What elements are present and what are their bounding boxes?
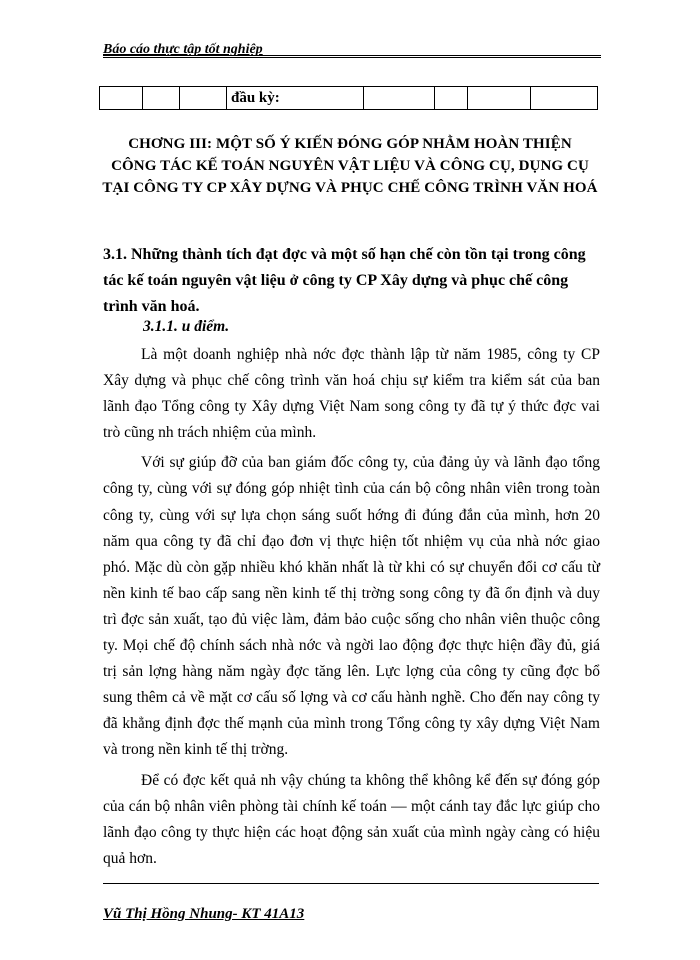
header-rule: [103, 55, 601, 58]
header-title: Báo cáo thực tập tốt nghiệp: [103, 42, 263, 57]
table-cell: [531, 87, 598, 110]
paragraph: Với sự giúp đỡ của ban giám đốc công ty, của đảng ủy và lãnh đạo tổng công ty, cùng với sự đóng góp nhiệt tình của cán bộ công nhân viên trong toàn công ty, cùng với sự lựa chọn sáng suốt hớng đi đúng đắn của mình, hơn 20 năm qua công ty đã chỉ đạo đơn vị thực hiện tốt nhiệm vụ của nhà nớc giao phó. Mặc dù còn gặp nhiều khó khăn nhất là từ khi có sự chuyển đổi cơ cấu từ nền kinh tế bao cấp sang nền kinh tế thị trờng song công ty đã ổn định và duy trì đợc sản xuất, tạo đủ việc làm, đảm bảo cuộc sống cho nhân viên thuộc công ty. Mọi chế độ chính sách nhà nớc và ngời lao động đợc thực hiện đầy đủ, giá trị sản lợng hàng năm ngày đợc tăng lên. Lực lợng của công ty cũng đợc bổ sung thêm cả về mặt cơ cấu số lợng và cơ cấu hành nghề. Cho đến nay công ty đã khẳng định đợc thế mạnh của mình trong Tổng công ty xây dựng Việt Nam và trong nền kinh tế thị trờng.: [103, 454, 600, 759]
table-cell-label: đầu kỳ:: [227, 87, 364, 110]
table-cell: [100, 87, 143, 110]
table-cell: [435, 87, 468, 110]
chapter-title-line: TẠI CÔNG TY CP XÂY DỰNG VÀ PHỤC CHẾ CÔNG TRÌNH VĂN HOÁ: [102, 180, 598, 196]
data-table: [99, 86, 598, 110]
chapter-title: [100, 133, 600, 199]
footer-author: Vũ Thị Hồng Nhung- KT 41A13: [103, 906, 305, 922]
chapter-title-line: CÔNG TÁC KẾ TOÁN NGUYÊN VẬT LIỆU VÀ CÔNG CỤ, DỤNG CỤ: [111, 158, 589, 174]
table-cell: [468, 87, 531, 110]
subsection-heading: 3.1.1. u điểm.: [143, 318, 230, 335]
table-row: [100, 87, 598, 110]
paragraph: Là một doanh nghiệp nhà nớc đợc thành lập từ năm 1985, công ty CP Xây dựng và phục chế công trình văn hoá chịu sự kiểm tra kiểm sát của ban lãnh đạo Tổng công ty Xây dựng Việt Nam song công ty đã tự ý thức đợc vai trò cũng nh trách nhiệm của mình.: [103, 346, 600, 442]
section-heading: 3.1. Những thành tích đạt đợc và một số hạn chế còn tồn tại trong công tác kế toán nguyên vật liệu ở công ty CP Xây dựng và phục chế công trình văn hoá.: [103, 246, 586, 315]
chapter-title-line: CHƠNG III: MỘT SỐ Ý KIẾN ĐÓNG GÓP NHẰM HOÀN THIỆN: [128, 136, 572, 152]
paragraph: Để có đợc kết quả nh vậy chúng ta không thể không kể đến sự đóng góp của cán bộ nhân viên phòng tài chính kế toán — một cánh tay đắc lực giúp cho lãnh đạo công ty thực hiện các hoạt động sản xuất của mình ngày càng có hiệu quả hơn.: [103, 771, 600, 867]
table-cell: [180, 87, 227, 110]
table-cell: [143, 87, 180, 110]
body-text: [103, 342, 600, 876]
table-cell: [364, 87, 435, 110]
page-header: [103, 38, 601, 60]
footer-rule: [103, 883, 599, 884]
